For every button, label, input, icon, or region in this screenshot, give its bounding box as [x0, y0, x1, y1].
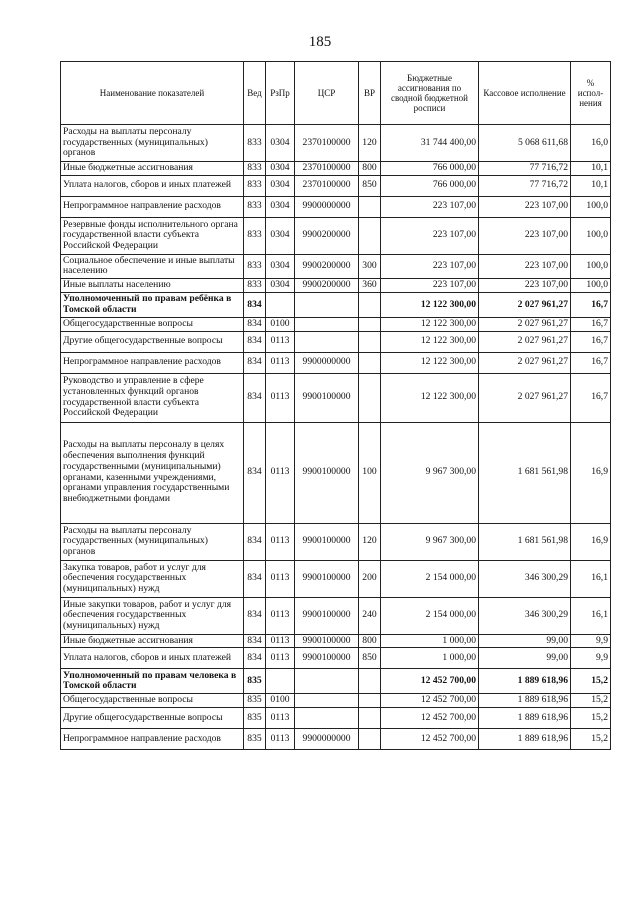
- cell-cash: 223 107,00: [479, 254, 571, 278]
- cell-csr: 9900200000: [295, 279, 359, 293]
- cell-name: Иные бюджетные ассигнования: [61, 634, 244, 648]
- cell-cash: 1 889 618,96: [479, 669, 571, 694]
- cell-name: Иные выплаты населению: [61, 279, 244, 293]
- cell-budget: 1 000,00: [381, 634, 479, 648]
- cell-csr: 9900000000: [295, 729, 359, 750]
- table-row: [61, 694, 611, 708]
- cell-rzpr: 0304: [266, 175, 295, 196]
- cell-cash: 2 027 961,27: [479, 317, 571, 331]
- cell-ved: 834: [244, 422, 266, 523]
- cell-vr: 120: [359, 125, 381, 162]
- cell-ved: 833: [244, 279, 266, 293]
- cell-budget: 2 154 000,00: [381, 597, 479, 634]
- cell-ved: 833: [244, 254, 266, 278]
- cell-name: Резервные фонды исполнительного органа государственной власти субъекта Российской Федерации: [61, 217, 244, 254]
- cell-ved: 834: [244, 331, 266, 352]
- cell-name: Социальное обеспечение и иные выплаты населению: [61, 254, 244, 278]
- cell-budget: 12 122 300,00: [381, 331, 479, 352]
- cell-rzpr: 0113: [266, 352, 295, 373]
- cell-name: Непрограммное направление расходов: [61, 729, 244, 750]
- cell-vr: 100: [359, 422, 381, 523]
- cell-name: Другие общегосударственные вопросы: [61, 708, 244, 729]
- cell-csr: 9900200000: [295, 254, 359, 278]
- table-row: [61, 196, 611, 217]
- header-rzpr: РзПр: [266, 62, 295, 125]
- table-row: [61, 373, 611, 422]
- cell-ved: 834: [244, 648, 266, 669]
- cell-ved: 835: [244, 694, 266, 708]
- budget-table: [60, 61, 611, 750]
- cell-pct: 16,7: [571, 331, 611, 352]
- cell-rzpr: 0113: [266, 597, 295, 634]
- cell-ved: 835: [244, 669, 266, 694]
- cell-rzpr: 0113: [266, 648, 295, 669]
- cell-ved: 835: [244, 708, 266, 729]
- cell-csr: 9900000000: [295, 196, 359, 217]
- cell-rzpr: 0100: [266, 317, 295, 331]
- cell-pct: 16,7: [571, 352, 611, 373]
- table-row: [61, 597, 611, 634]
- cell-budget: 223 107,00: [381, 279, 479, 293]
- cell-vr: [359, 352, 381, 373]
- cell-csr: 9900100000: [295, 373, 359, 422]
- cell-name: Расходы на выплаты персоналу в целях обеспечения выполнения функций государственными (муниципальными) органами, казенными учреждениями, органами управления государственными внебюджетными фондами: [61, 422, 244, 523]
- cell-budget: 223 107,00: [381, 217, 479, 254]
- cell-csr: 9900000000: [295, 352, 359, 373]
- cell-budget: 12 452 700,00: [381, 694, 479, 708]
- cell-vr: [359, 292, 381, 317]
- header-percent: % испол-нения: [571, 62, 611, 125]
- cell-cash: 2 027 961,27: [479, 292, 571, 317]
- cell-pct: 100,0: [571, 254, 611, 278]
- table-row: [61, 560, 611, 597]
- cell-vr: [359, 694, 381, 708]
- cell-budget: 12 122 300,00: [381, 292, 479, 317]
- table-row: [61, 422, 611, 523]
- cell-rzpr: 0113: [266, 729, 295, 750]
- cell-vr: 850: [359, 175, 381, 196]
- cell-vr: 200: [359, 560, 381, 597]
- cell-pct: 100,0: [571, 217, 611, 254]
- cell-name: Общегосударственные вопросы: [61, 694, 244, 708]
- cell-ved: 834: [244, 597, 266, 634]
- cell-pct: 100,0: [571, 279, 611, 293]
- cell-rzpr: 0304: [266, 254, 295, 278]
- table-row: [61, 162, 611, 176]
- cell-vr: 850: [359, 648, 381, 669]
- cell-vr: [359, 729, 381, 750]
- cell-cash: 1 889 618,96: [479, 694, 571, 708]
- table-row: [61, 352, 611, 373]
- cell-ved: 833: [244, 125, 266, 162]
- cell-ved: 833: [244, 217, 266, 254]
- cell-ved: 834: [244, 352, 266, 373]
- cell-rzpr: 0304: [266, 196, 295, 217]
- cell-pct: 15,2: [571, 729, 611, 750]
- cell-csr: 2370100000: [295, 162, 359, 176]
- cell-csr: 9900200000: [295, 217, 359, 254]
- cell-ved: 834: [244, 317, 266, 331]
- cell-pct: 16,1: [571, 597, 611, 634]
- cell-rzpr: 0113: [266, 331, 295, 352]
- cell-csr: 9900100000: [295, 634, 359, 648]
- cell-pct: 9,9: [571, 634, 611, 648]
- table-row: [61, 523, 611, 560]
- cell-rzpr: 0304: [266, 162, 295, 176]
- cell-name: Уполномоченный по правам ребёнка в Томской области: [61, 292, 244, 317]
- cell-rzpr: 0100: [266, 694, 295, 708]
- cell-cash: 2 027 961,27: [479, 331, 571, 352]
- cell-ved: 834: [244, 373, 266, 422]
- cell-ved: 835: [244, 729, 266, 750]
- table-row: [61, 331, 611, 352]
- cell-name: Непрограммное направление расходов: [61, 196, 244, 217]
- cell-csr: [295, 331, 359, 352]
- cell-pct: 9,9: [571, 648, 611, 669]
- cell-csr: 9900100000: [295, 422, 359, 523]
- cell-csr: 9900100000: [295, 648, 359, 669]
- cell-cash: 346 300,29: [479, 597, 571, 634]
- table-row: [61, 254, 611, 278]
- cell-name: Уполномоченный по правам человека в Томской области: [61, 669, 244, 694]
- cell-cash: 77 716,72: [479, 162, 571, 176]
- cell-pct: 16,0: [571, 125, 611, 162]
- cell-vr: [359, 708, 381, 729]
- cell-csr: [295, 669, 359, 694]
- cell-pct: 15,2: [571, 694, 611, 708]
- cell-csr: [295, 708, 359, 729]
- cell-rzpr: 0304: [266, 279, 295, 293]
- cell-budget: 766 000,00: [381, 175, 479, 196]
- cell-name: Расходы на выплаты персоналу государственных (муниципальных) органов: [61, 523, 244, 560]
- cell-budget: 12 452 700,00: [381, 669, 479, 694]
- cell-vr: [359, 196, 381, 217]
- cell-cash: 223 107,00: [479, 217, 571, 254]
- table-row: [61, 708, 611, 729]
- cell-cash: 2 027 961,27: [479, 352, 571, 373]
- cell-csr: 2370100000: [295, 175, 359, 196]
- cell-rzpr: 0304: [266, 217, 295, 254]
- cell-pct: 16,1: [571, 560, 611, 597]
- table-row: [61, 217, 611, 254]
- cell-budget: 12 122 300,00: [381, 317, 479, 331]
- cell-pct: 16,9: [571, 523, 611, 560]
- cell-ved: 834: [244, 560, 266, 597]
- cell-vr: 800: [359, 634, 381, 648]
- cell-budget: 766 000,00: [381, 162, 479, 176]
- header-budget: Бюджетные ассигнования по сводной бюджетной росписи: [381, 62, 479, 125]
- table-row: [61, 125, 611, 162]
- cell-cash: 1 889 618,96: [479, 708, 571, 729]
- cell-cash: 2 027 961,27: [479, 373, 571, 422]
- cell-budget: 12 452 700,00: [381, 708, 479, 729]
- table-header-row: [61, 62, 611, 125]
- table-row: [61, 317, 611, 331]
- cell-vr: [359, 217, 381, 254]
- cell-name: Расходы на выплаты персоналу государственных (муниципальных) органов: [61, 125, 244, 162]
- cell-budget: 12 122 300,00: [381, 373, 479, 422]
- cell-budget: 12 452 700,00: [381, 729, 479, 750]
- cell-vr: [359, 317, 381, 331]
- cell-csr: 9900100000: [295, 523, 359, 560]
- cell-rzpr: 0304: [266, 125, 295, 162]
- cell-cash: 223 107,00: [479, 196, 571, 217]
- cell-rzpr: [266, 669, 295, 694]
- cell-cash: 99,00: [479, 634, 571, 648]
- cell-name: Руководство и управление в сфере установленных функций органов государственной власти субъекта Российской Федерации: [61, 373, 244, 422]
- cell-budget: 2 154 000,00: [381, 560, 479, 597]
- cell-pct: 16,9: [571, 422, 611, 523]
- cell-name: Уплата налогов, сборов и иных платежей: [61, 175, 244, 196]
- table-row: [61, 279, 611, 293]
- cell-ved: 834: [244, 634, 266, 648]
- cell-csr: [295, 317, 359, 331]
- cell-pct: 15,2: [571, 669, 611, 694]
- cell-rzpr: 0113: [266, 708, 295, 729]
- header-name: Наименование показателей: [61, 62, 244, 125]
- cell-name: Другие общегосударственные вопросы: [61, 331, 244, 352]
- cell-budget: 12 122 300,00: [381, 352, 479, 373]
- cell-rzpr: 0113: [266, 560, 295, 597]
- cell-csr: [295, 292, 359, 317]
- cell-name: Иные закупки товаров, работ и услуг для обеспечения государственных (муниципальных) нужд: [61, 597, 244, 634]
- cell-budget: 223 107,00: [381, 254, 479, 278]
- cell-name: Непрограммное направление расходов: [61, 352, 244, 373]
- cell-budget: 1 000,00: [381, 648, 479, 669]
- table-row: [61, 648, 611, 669]
- cell-ved: 833: [244, 175, 266, 196]
- header-vr: ВР: [359, 62, 381, 125]
- cell-name: Уплата налогов, сборов и иных платежей: [61, 648, 244, 669]
- cell-vr: 300: [359, 254, 381, 278]
- cell-ved: 833: [244, 162, 266, 176]
- cell-ved: 834: [244, 292, 266, 317]
- cell-name: Иные бюджетные ассигнования: [61, 162, 244, 176]
- header-csr: ЦСР: [295, 62, 359, 125]
- cell-cash: 346 300,29: [479, 560, 571, 597]
- cell-cash: 77 716,72: [479, 175, 571, 196]
- cell-ved: 834: [244, 523, 266, 560]
- header-cash: Кассовое исполнение: [479, 62, 571, 125]
- table-row: [61, 669, 611, 694]
- cell-pct: 15,2: [571, 708, 611, 729]
- cell-rzpr: [266, 292, 295, 317]
- cell-vr: [359, 331, 381, 352]
- cell-cash: 5 068 611,68: [479, 125, 571, 162]
- cell-rzpr: 0113: [266, 373, 295, 422]
- cell-rzpr: 0113: [266, 523, 295, 560]
- cell-rzpr: 0113: [266, 634, 295, 648]
- cell-rzpr: 0113: [266, 422, 295, 523]
- cell-cash: 99,00: [479, 648, 571, 669]
- table-row: [61, 729, 611, 750]
- cell-pct: 16,7: [571, 292, 611, 317]
- table-row: [61, 175, 611, 196]
- cell-cash: 223 107,00: [479, 279, 571, 293]
- cell-cash: 1 681 561,98: [479, 523, 571, 560]
- cell-cash: 1 681 561,98: [479, 422, 571, 523]
- cell-pct: 100,0: [571, 196, 611, 217]
- cell-ved: 833: [244, 196, 266, 217]
- table-row: [61, 292, 611, 317]
- cell-pct: 16,7: [571, 317, 611, 331]
- cell-csr: 9900100000: [295, 597, 359, 634]
- cell-budget: 31 744 400,00: [381, 125, 479, 162]
- cell-vr: 360: [359, 279, 381, 293]
- cell-name: Закупка товаров, работ и услуг для обеспечения государственных (муниципальных) нужд: [61, 560, 244, 597]
- cell-csr: 2370100000: [295, 125, 359, 162]
- cell-budget: 9 967 300,00: [381, 422, 479, 523]
- cell-budget: 223 107,00: [381, 196, 479, 217]
- table-row: [61, 634, 611, 648]
- cell-budget: 9 967 300,00: [381, 523, 479, 560]
- cell-vr: [359, 373, 381, 422]
- cell-name: Общегосударственные вопросы: [61, 317, 244, 331]
- cell-vr: 800: [359, 162, 381, 176]
- page-number: 185: [308, 34, 332, 50]
- cell-vr: 120: [359, 523, 381, 560]
- cell-vr: 240: [359, 597, 381, 634]
- cell-csr: [295, 694, 359, 708]
- cell-pct: 10,1: [571, 162, 611, 176]
- cell-vr: [359, 669, 381, 694]
- cell-pct: 16,7: [571, 373, 611, 422]
- cell-pct: 10,1: [571, 175, 611, 196]
- header-ved: Вед: [244, 62, 266, 125]
- cell-cash: 1 889 618,96: [479, 729, 571, 750]
- cell-csr: 9900100000: [295, 560, 359, 597]
